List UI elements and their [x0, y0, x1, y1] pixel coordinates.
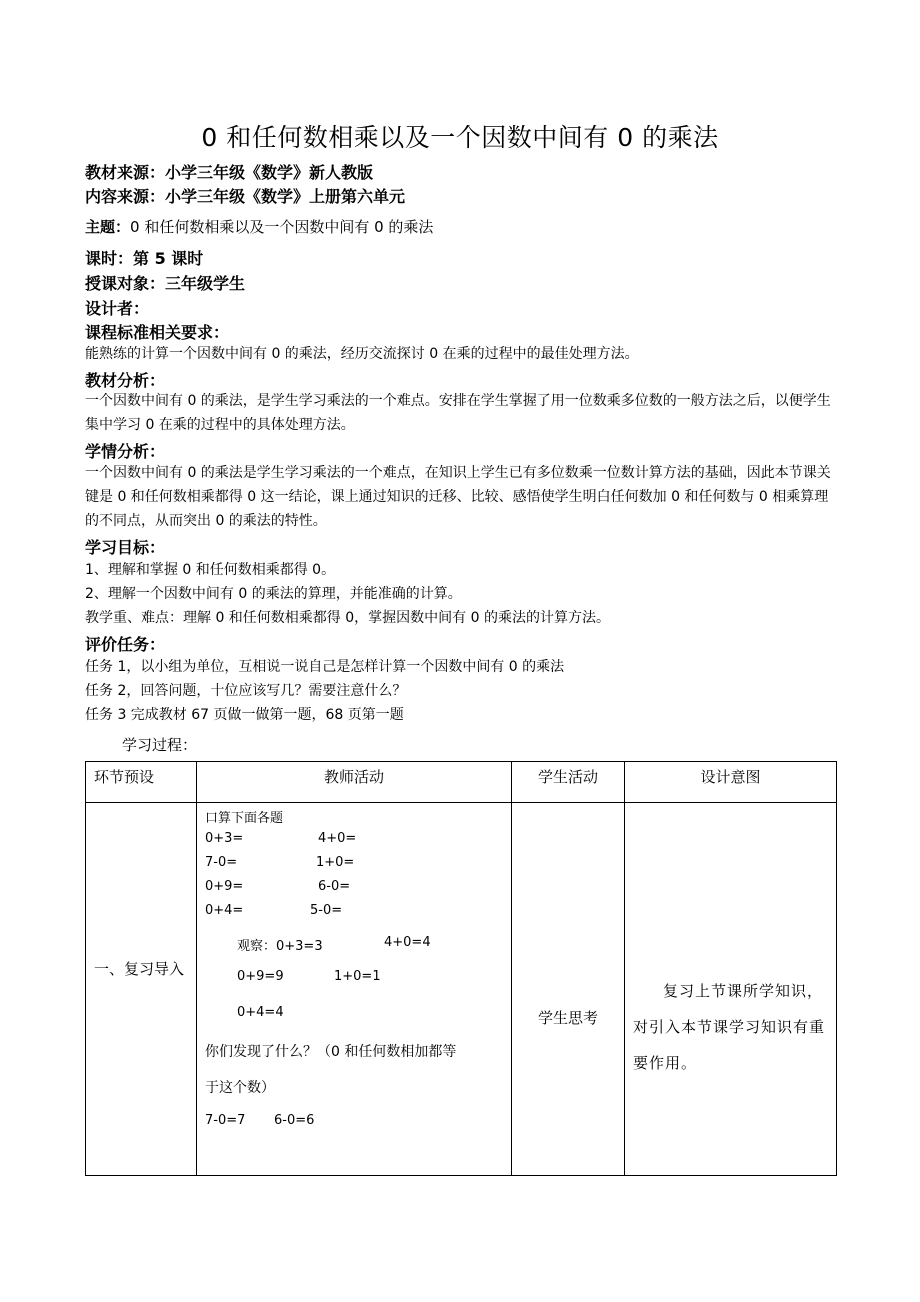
topic-label: 主题： [85, 218, 131, 236]
exercise-1a: 0+3= [205, 831, 244, 846]
topic-value: 0 和任何数相乘以及一个因数中间有 0 的乘法 [130, 218, 434, 236]
header-teacher: 教师活动 [197, 762, 512, 803]
observe-line-2b: 1+0=1 [334, 969, 381, 984]
key-points: 教学重、难点：理解 0 和任何数相乘都得 0，掌握因数中间有 0 的乘法的计算方法。 [85, 610, 610, 626]
audience-value: 三年级学生 [165, 274, 246, 293]
goal-1: 1、理解和掌握 0 和任何数相乘都得 0。 [85, 562, 336, 578]
result-2: 6-0=6 [274, 1113, 315, 1128]
source-content [85, 184, 405, 207]
header-intent: 设计意图 [625, 762, 837, 803]
topic [85, 216, 433, 237]
intent-cell [625, 803, 837, 1176]
table-row [86, 803, 837, 1176]
exercise-4a: 0+4= [205, 903, 244, 918]
source-content-label: 内容来源： [85, 187, 166, 206]
result-1: 7-0=7 [205, 1113, 246, 1128]
audience-label: 授课对象： [85, 274, 166, 293]
tasks-heading: 评价任务： [85, 635, 166, 654]
textbook-heading: 教材分析： [85, 371, 166, 390]
teacher-intro: 口算下面各题 [205, 811, 284, 826]
learner-heading: 学情分析： [85, 442, 166, 461]
observe-line-2a: 0+9=9 [237, 969, 284, 984]
textbook-text: 一个因数中间有 0 的乘法，是学生学习乘法的一个难点。安排在学生掌握了用一位数乘多位数的一般方法之后，以便学生集中学习 0 在乘的过程中的具体处理方法。 [85, 393, 831, 433]
header-stage: 环节预设 [86, 762, 197, 803]
audience [85, 271, 245, 294]
period [85, 246, 203, 269]
header-student: 学生活动 [512, 762, 625, 803]
process-label: 学习过程： [122, 736, 198, 754]
source-textbook-label: 教材来源： [85, 163, 166, 182]
teacher-cell [197, 803, 512, 1176]
stage-text: 一、复习导入 [94, 960, 185, 978]
period-value: 第 5 课时 [133, 249, 204, 268]
observe-line-1a: 观察：0+3=3 [237, 939, 323, 954]
student-cell [512, 803, 625, 1176]
source-textbook [85, 160, 373, 183]
table-header-row [86, 762, 837, 803]
exercise-2a: 7-0= [205, 855, 238, 870]
task-3: 任务 3 完成教材 67 页做一做第一题，68 页第一题 [85, 707, 404, 723]
goal-2: 2、理解一个因数中间有 0 的乘法的算理，并能准确的计算。 [85, 586, 462, 602]
exercise-3b: 6-0= [318, 879, 351, 894]
stage-cell [86, 803, 197, 1176]
page-title: 0 和任何数相乘以及一个因数中间有 0 的乘法 [201, 123, 719, 152]
task-1: 任务 1，以小组为单位，互相说一说自己是怎样计算一个因数中间有 0 的乘法 [85, 659, 565, 675]
standards-heading: 课程标准相关要求： [85, 323, 230, 342]
task-2: 任务 2，回答问题，十位应该写几？需要注意什么？ [85, 683, 407, 699]
exercise-2b: 1+0= [316, 855, 355, 870]
designer-label: 设计者： [85, 299, 150, 318]
observe-line-3a: 0+4=4 [237, 1005, 284, 1020]
goals-heading: 学习目标： [85, 538, 166, 557]
source-textbook-value: 小学三年级《数学》新人教版 [165, 163, 374, 182]
exercise-4b: 5-0= [310, 903, 343, 918]
lesson-plan-table [85, 761, 837, 1176]
intent-text: 复习上节课所学知识，对引入本节课学习知识有重要作用。 [633, 982, 826, 1072]
question-line-1: 你们发现了什么？（0 和任何数相加都等 [205, 1044, 457, 1060]
student-text: 学生思考 [537, 1009, 598, 1027]
exercise-1b: 4+0= [318, 831, 357, 846]
observe-line-1b: 4+0=4 [384, 935, 431, 950]
exercise-3a: 0+9= [205, 879, 244, 894]
designer [85, 296, 149, 319]
source-content-value: 小学三年级《数学》上册第六单元 [165, 187, 406, 206]
standards-text: 能熟练的计算一个因数中间有 0 的乘法，经历交流探讨 0 在乘的过程中的最佳处理方法。 [85, 346, 639, 362]
learner-text: 一个因数中间有 0 的乘法是学生学习乘法的一个难点，在知识上学生已有多位数乘一位数计算方法的基础，因此本节课关键是 0 和任何数相乘都得 0 这一结论，课上通过知识的迁移、比较、感悟使学生明白任何数加 0 和任何数与 0 相乘算理的不同点，从而突出 0 的乘法的特性。 [85, 465, 831, 529]
period-label: 课时： [85, 249, 134, 268]
question-line-2: 于这个数） [205, 1080, 275, 1096]
